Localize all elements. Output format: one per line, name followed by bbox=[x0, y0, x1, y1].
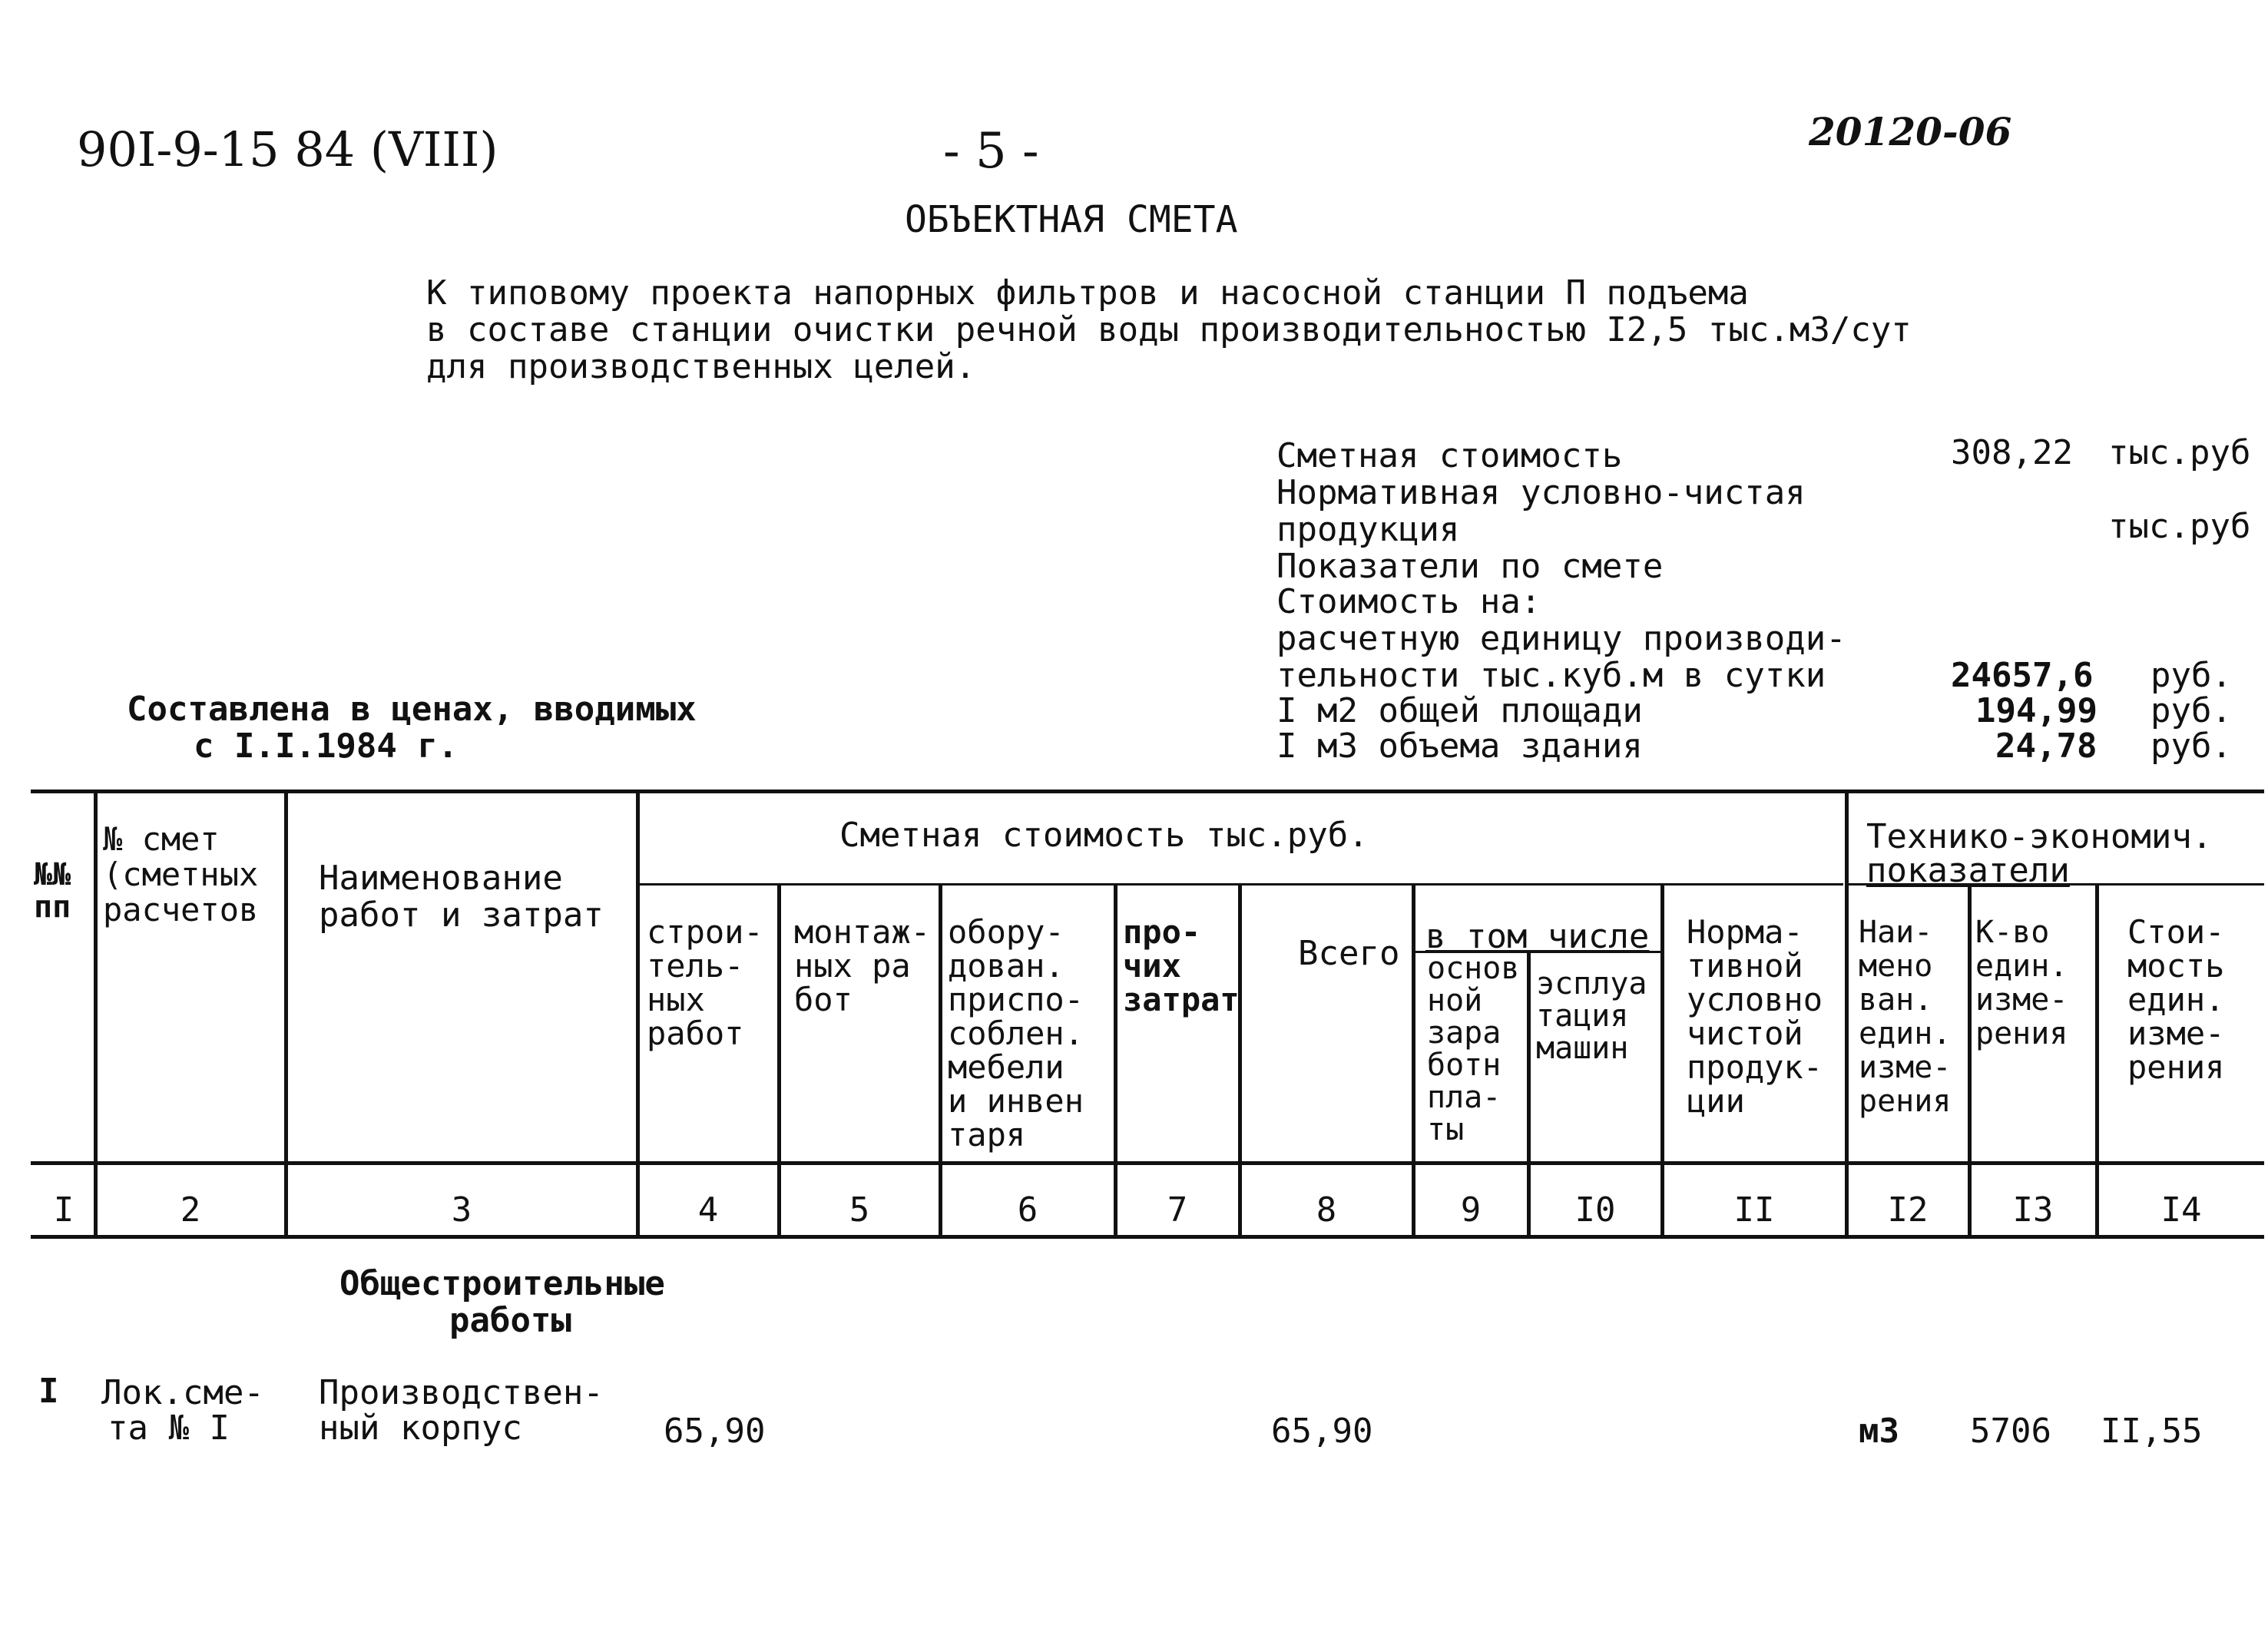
per-unit-value: 24657,6 bbox=[1951, 656, 2094, 695]
table-rule bbox=[31, 1235, 2264, 1239]
per-m3-unit: руб. bbox=[2150, 727, 2232, 766]
document-code: 90I-9-15 84 (VIII) bbox=[77, 121, 498, 177]
row-total-cost: 65,90 bbox=[1271, 1412, 1373, 1451]
per-unit-label: расчетную единицу производи- bbox=[1276, 619, 1846, 658]
col-header-other: про- чих затрат bbox=[1123, 913, 1240, 1018]
col-header-num: №№ пп bbox=[34, 857, 71, 925]
group-header-tech: показатели bbox=[1866, 851, 2070, 890]
col-header-machines: эсплуа тация машин bbox=[1536, 966, 1647, 1066]
column-number: II bbox=[1733, 1190, 1775, 1230]
prices-note: с I.I.1984 г. bbox=[194, 727, 459, 766]
column-number: 8 bbox=[1316, 1190, 1337, 1230]
section-title: Общестроительные bbox=[339, 1264, 665, 1303]
column-number: I0 bbox=[1574, 1190, 1616, 1230]
column-number: 6 bbox=[1017, 1190, 1038, 1230]
per-m3-label: I м3 объема здания bbox=[1276, 727, 1643, 766]
row-estimate-ref: та № I bbox=[108, 1409, 230, 1448]
table-rule bbox=[636, 791, 640, 1236]
column-number: I4 bbox=[2160, 1190, 2202, 1230]
per-unit-label: тельности тыс.куб.м в сутки bbox=[1276, 656, 1826, 695]
table-rule bbox=[1968, 885, 1972, 1236]
col-header-unit-qty: К-во един. изме- рения bbox=[1975, 915, 2068, 1051]
normative-unit: тыс.руб bbox=[2108, 507, 2251, 546]
table-rule bbox=[94, 791, 98, 1236]
col-header-total: Всего bbox=[1298, 934, 1400, 973]
archive-number: 20120-06 bbox=[1809, 109, 2012, 154]
prices-note: Составлена в ценах, вводимых bbox=[127, 690, 697, 729]
group-header-including: в том числе bbox=[1425, 917, 1650, 956]
col-header-equipment: обору- дован. приспо- соблен. мебели и инвен таря bbox=[948, 913, 1084, 1154]
page-title: ОБЪЕКТНАЯ СМЕТА bbox=[905, 198, 1238, 241]
group-header-cost: Сметная стоимость тыс.руб. bbox=[839, 816, 1369, 855]
col-header-wages: основ ной зара ботн пла- ты bbox=[1427, 951, 1520, 1147]
subtitle-line: для производственных целей. bbox=[426, 347, 976, 386]
group-header-tech: Технико-экономич. bbox=[1866, 817, 2213, 856]
table-rule bbox=[1845, 791, 1849, 1236]
normative-label: Нормативная условно-чистая bbox=[1276, 473, 1806, 512]
table-rule bbox=[777, 885, 781, 1236]
row-unit-cost: II,55 bbox=[2101, 1412, 2203, 1451]
column-number: 4 bbox=[697, 1190, 719, 1230]
col-header-work-name: Наименование работ и затрат bbox=[319, 859, 604, 935]
per-m2-value: 194,99 bbox=[1975, 691, 2097, 730]
section-title: работы bbox=[449, 1301, 571, 1340]
row-work-name: ный корпус bbox=[319, 1409, 522, 1448]
table-rule bbox=[1114, 885, 1117, 1236]
column-number: I3 bbox=[2012, 1190, 2054, 1230]
row-number: I bbox=[38, 1372, 59, 1411]
col-header-construction: строи- тель- ных работ bbox=[647, 913, 763, 1052]
table-rule bbox=[284, 791, 288, 1236]
col-header-installation: монтаж- ных ра бот bbox=[794, 913, 931, 1018]
table-rule bbox=[939, 885, 942, 1236]
row-estimate-ref: Лок.сме- bbox=[101, 1373, 264, 1412]
normative-label: продукция bbox=[1276, 510, 1460, 549]
estimated-cost-value: 308,22 bbox=[1951, 433, 2073, 472]
subtitle-line: в составе станции очистки речной воды производительностью I2,5 тыс.м3/сут bbox=[426, 310, 1912, 349]
per-m2-label: I м2 общей площади bbox=[1276, 691, 1643, 730]
row-unit: м3 bbox=[1859, 1412, 1899, 1451]
column-number: 3 bbox=[451, 1190, 472, 1230]
row-construction-cost: 65,90 bbox=[664, 1412, 766, 1451]
page-number: - 5 - bbox=[943, 123, 1039, 180]
per-unit-unit: руб. bbox=[2150, 656, 2232, 695]
column-number: I bbox=[53, 1190, 74, 1230]
subtitle-line: К типовому проекта напорных фильтров и насосной станции П подъема bbox=[426, 273, 1749, 313]
table-rule bbox=[1660, 885, 1664, 1236]
column-number: 5 bbox=[849, 1190, 870, 1230]
table-rule bbox=[2095, 885, 2099, 1236]
column-number: 7 bbox=[1167, 1190, 1188, 1230]
column-number: 2 bbox=[180, 1190, 201, 1230]
table-rule bbox=[1412, 885, 1415, 1236]
col-header-unit-name: Наи- мено ван. един. изме- рения bbox=[1859, 915, 1952, 1119]
table-rule bbox=[31, 1161, 2264, 1165]
indicators-label: Показатели по смете bbox=[1276, 547, 1664, 586]
column-number: I2 bbox=[1887, 1190, 1929, 1230]
row-work-name: Производствен- bbox=[319, 1373, 604, 1412]
row-quantity: 5706 bbox=[1970, 1412, 2051, 1451]
estimated-cost-unit: тыс.руб bbox=[2108, 433, 2251, 472]
col-header-estimate-no: № смет (сметных расчетов bbox=[103, 820, 259, 929]
per-m3-value: 24,78 bbox=[1995, 727, 2097, 766]
table-rule bbox=[31, 790, 2264, 793]
cost-on-label: Стоимость на: bbox=[1276, 582, 1541, 621]
col-header-normative: Норма- тивной условно чистой продук- ции bbox=[1687, 913, 1823, 1120]
column-number: 9 bbox=[1460, 1190, 1482, 1230]
col-header-unit-cost: Стои- мость един. изме- рения bbox=[2127, 913, 2225, 1086]
estimated-cost-label: Сметная стоимость bbox=[1276, 436, 1623, 475]
per-m2-unit: руб. bbox=[2150, 691, 2232, 730]
